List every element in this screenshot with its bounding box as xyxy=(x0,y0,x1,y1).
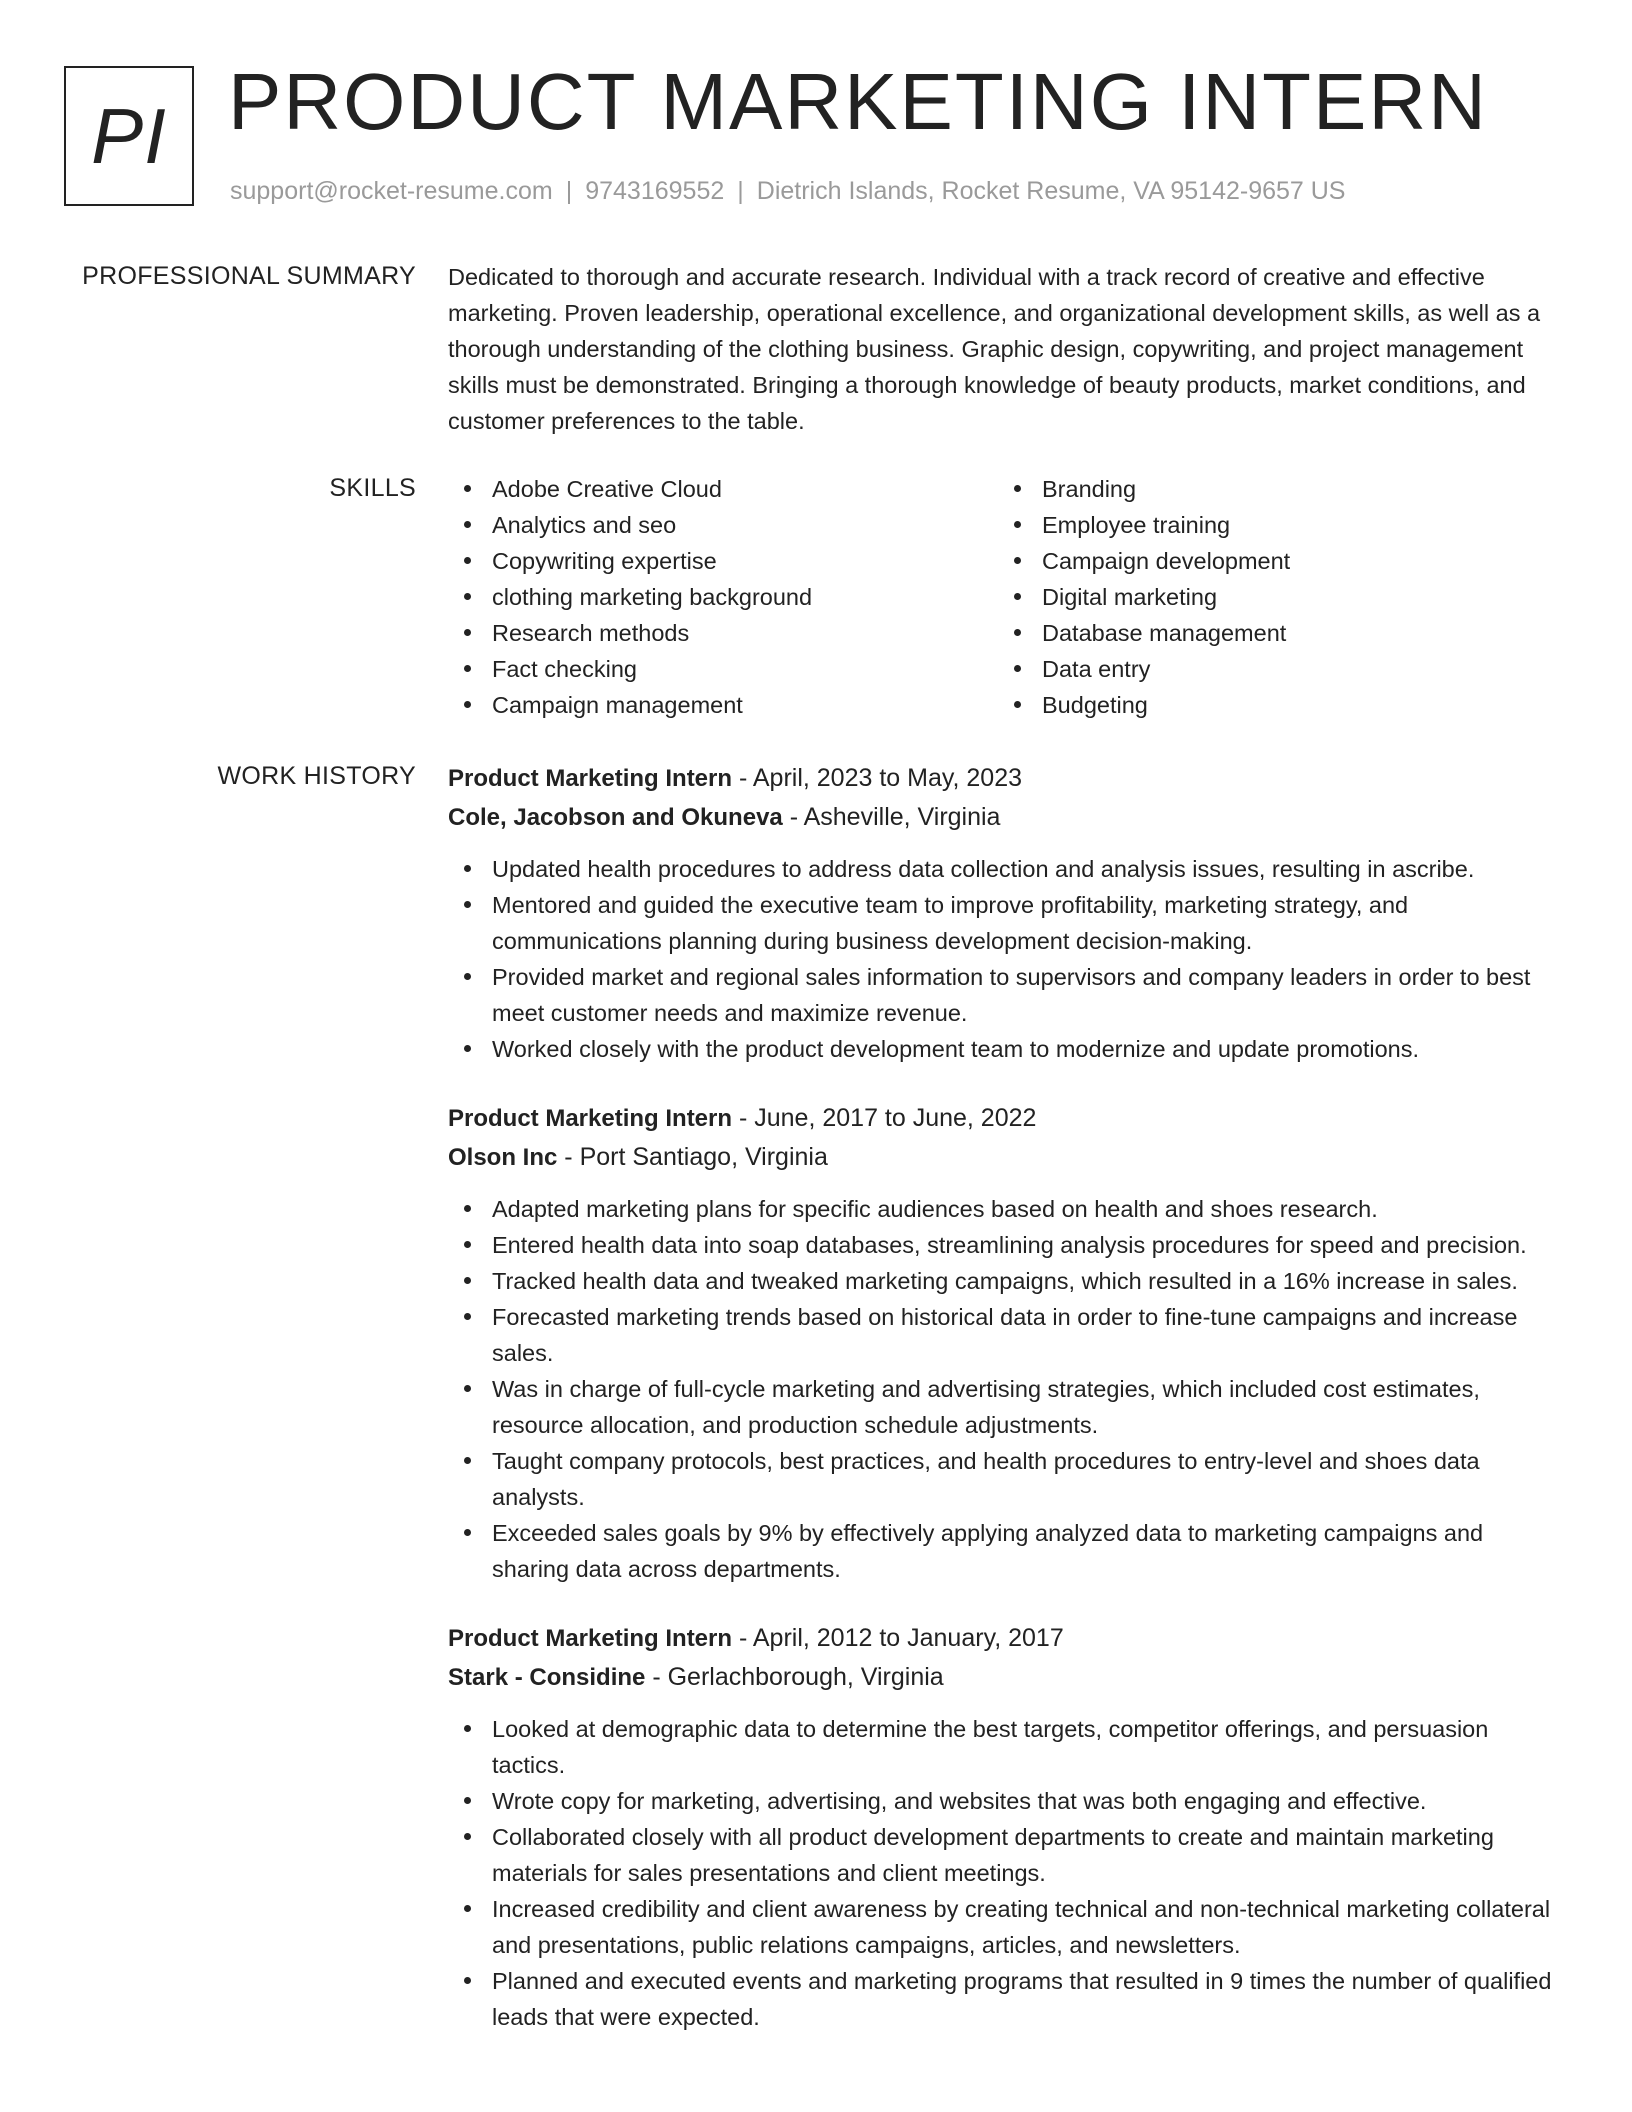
skill-item: Analytics and seo xyxy=(448,507,998,543)
job-company: Cole, Jacobson and Okuneva xyxy=(448,804,783,831)
job-bullet: Updated health procedures to address data collection and analysis issues, resulting in ascribe. xyxy=(448,851,1566,887)
skills-left-column xyxy=(448,471,998,723)
job-bullet: Worked closely with the product development team to modernize and update promotions. xyxy=(448,1031,1566,1067)
contact-line xyxy=(230,176,1346,206)
job-title: Product Marketing Intern xyxy=(448,1625,733,1652)
job-location: - Gerlachborough, Virginia xyxy=(645,1663,944,1691)
skill-item: Employee training xyxy=(998,507,1548,543)
job-company-line xyxy=(448,1658,1566,1697)
job-company: Stark - Considine xyxy=(448,1664,646,1691)
work-history-heading: WORK HISTORY xyxy=(217,762,416,790)
job-bullet: Entered health data into soap databases, streamlining analysis procedures for speed and precision. xyxy=(448,1227,1566,1263)
job-bullets xyxy=(448,851,1566,1067)
job-dates: - April, 2023 to May, 2023 xyxy=(732,764,1023,792)
job-bullet: Mentored and guided the executive team to improve profitability, marketing strategy, and communications planning during business development decision-making. xyxy=(448,887,1566,959)
job-bullet: Taught company protocols, best practices, and health procedures to entry-level and shoes data analysts. xyxy=(448,1443,1566,1515)
contact-address: Dietrich Islands, Rocket Resume, VA 95142-9657 US xyxy=(756,177,1346,205)
job-bullet: Looked at demographic data to determine the best targets, competitor offerings, and persuasion tactics. xyxy=(448,1711,1566,1783)
job-bullet: Wrote copy for marketing, advertising, and websites that was both engaging and effective. xyxy=(448,1783,1566,1819)
separator: | xyxy=(565,177,573,205)
job-bullets xyxy=(448,1711,1566,2035)
skill-item: Branding xyxy=(998,471,1548,507)
skill-item: Campaign development xyxy=(998,543,1548,579)
job-title: Product Marketing Intern xyxy=(448,765,733,792)
job-bullet: Was in charge of full-cycle marketing and advertising strategies, which included cost estimates, resource allocation, and production schedule adjustments. xyxy=(448,1371,1566,1443)
job-title: Product Marketing Intern xyxy=(448,1105,733,1132)
summary-body xyxy=(448,259,1566,439)
job-bullet: Adapted marketing plans for specific audiences based on health and shoes research. xyxy=(448,1191,1566,1227)
summary-text: Dedicated to thorough and accurate research. Individual with a track record of creative and effective marketing. Proven leadership, operational excellence, and organizational development skills, as well as a thorough understanding of the clothing business. Graphic design, copywriting, and project management skills must be demonstrated. Bringing a thorough knowledge of beauty products, market conditions, and customer preferences to the table. xyxy=(448,264,1541,434)
skill-item: Budgeting xyxy=(998,687,1548,723)
job-bullet: Provided market and regional sales information to supervisors and company leaders in order to best meet customer needs and maximize revenue. xyxy=(448,959,1566,1031)
job-bullet: Collaborated closely with all product development departments to create and maintain marketing materials for sales presentations and client meetings. xyxy=(448,1819,1566,1891)
skills-body xyxy=(448,471,1566,723)
job-bullet: Increased credibility and client awareness by creating technical and non-technical marketing collateral and presentations, public relations campaigns, articles, and newsletters. xyxy=(448,1891,1566,1963)
job-bullet: Tracked health data and tweaked marketing campaigns, which resulted in a 16% increase in sales. xyxy=(448,1263,1566,1299)
job-title-line xyxy=(448,759,1566,798)
job-dates: - June, 2017 to June, 2022 xyxy=(732,1104,1037,1132)
monogram-logo: PI xyxy=(64,66,194,206)
job-company-line xyxy=(448,798,1566,837)
job-entry xyxy=(448,759,1566,1067)
skills-right-column xyxy=(998,471,1548,723)
job-entry xyxy=(448,1099,1566,1587)
summary-heading: PROFESSIONAL SUMMARY xyxy=(82,262,416,290)
contact-email[interactable]: support@rocket-resume.com xyxy=(230,177,553,205)
job-bullet: Exceeded sales goals by 9% by effectively applying analyzed data to marketing campaigns and sharing data across departments. xyxy=(448,1515,1566,1587)
skill-item: Research methods xyxy=(448,615,998,651)
work-history-body xyxy=(448,759,1566,2067)
job-location: - Port Santiago, Virginia xyxy=(557,1143,828,1171)
separator: | xyxy=(737,177,744,205)
skill-item: Fact checking xyxy=(448,651,998,687)
skill-item: Adobe Creative Cloud xyxy=(448,471,998,507)
job-title-line xyxy=(448,1099,1566,1138)
skills-heading: SKILLS xyxy=(329,474,416,502)
job-title-line xyxy=(448,1619,1566,1658)
skill-item: Copywriting expertise xyxy=(448,543,998,579)
job-location: - Asheville, Virginia xyxy=(782,803,1001,831)
skill-item: Data entry xyxy=(998,651,1548,687)
skill-item: Campaign management xyxy=(448,687,998,723)
job-entry xyxy=(448,1619,1566,2035)
skill-item: Database management xyxy=(998,615,1548,651)
job-company: Olson Inc xyxy=(448,1144,558,1171)
contact-phone[interactable]: 9743169552 xyxy=(585,177,725,205)
job-bullets xyxy=(448,1191,1566,1587)
job-dates: - April, 2012 to January, 2017 xyxy=(732,1624,1064,1652)
job-bullet: Planned and executed events and marketing programs that resulted in 9 times the number of qualified leads that were expected. xyxy=(448,1963,1566,2035)
job-bullet: Forecasted marketing trends based on historical data in order to fine-tune campaigns and increase sales. xyxy=(448,1299,1566,1371)
resume-title: PRODUCT MARKETING INTERN xyxy=(228,57,1488,146)
skill-item: clothing marketing background xyxy=(448,579,998,615)
skill-item: Digital marketing xyxy=(998,579,1548,615)
job-company-line xyxy=(448,1138,1566,1177)
